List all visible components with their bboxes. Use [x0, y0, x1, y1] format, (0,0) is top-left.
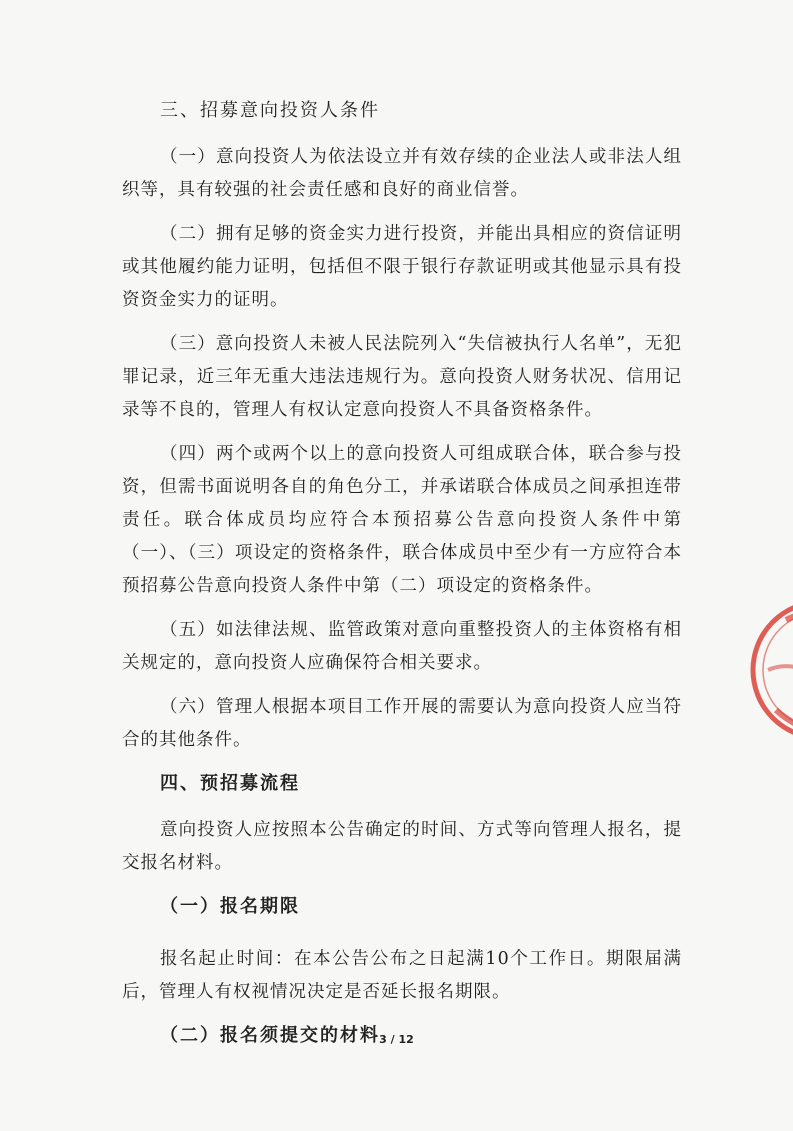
- page-number: 3 / 12: [379, 1033, 414, 1046]
- condition-paragraph-4: （四）两个或两个以上的意向投资人可组成联合体，联合参与投资，但需书面说明各自的角色分工，并承诺联合体成员之间承担连带责任。联合体成员均应符合本预招募公告意向投资人条件中第（一）、（三）项设定的资格条件，联合体成员中至少有一方应符合本预招募公告意向投资人条件中第（二）项设定的资格条件。: [122, 444, 682, 596]
- section-heading-recruitment-process: 四、预招募流程: [160, 773, 300, 794]
- subsection-heading-required-materials: （二）报名须提交的材料: [160, 1025, 380, 1046]
- section-heading-recruitment-conditions: 三、招募意向投资人条件: [160, 100, 380, 121]
- condition-paragraph-2: （二）拥有足够的资金实力进行投资，并能出具相应的资信证明或其他履约能力证明，包括但不限于银行存款证明或其他显示具有投资资金实力的证明。: [122, 224, 682, 310]
- official-seal-stamp: [746, 590, 793, 750]
- registration-period-paragraph: 报名起止时间：在本公告公布之日起满10个工作日。期限届满后，管理人有权视情况决定是否延长报名期限。: [122, 949, 682, 1002]
- document-body: [122, 95, 682, 1072]
- condition-paragraph-1: （一）意向投资人为依法设立并有效存续的企业法人或非法人组织等，具有较强的社会责任感和良好的商业信誉。: [122, 147, 682, 200]
- condition-paragraph-6: （六）管理人根据本项目工作开展的需要认为意向投资人应当符合的其他条件。: [122, 697, 682, 750]
- subsection-heading-registration-period: （一）报名期限: [160, 896, 300, 917]
- condition-paragraph-5: （五）如法律法规、监管政策对意向重整投资人的主体资格有相关规定的，意向投资人应确保符合相关要求。: [122, 620, 682, 673]
- condition-paragraph-3: （三）意向投资人未被人民法院列入“失信被执行人名单”，无犯罪记录，近三年无重大违法违规行为。意向投资人财务状况、信用记录等不良的，管理人有权认定意向投资人不具备资格条件。: [122, 334, 682, 420]
- process-intro-paragraph: 意向投资人应按照本公告确定的时间、方式等向管理人报名，提交报名材料。: [122, 820, 682, 873]
